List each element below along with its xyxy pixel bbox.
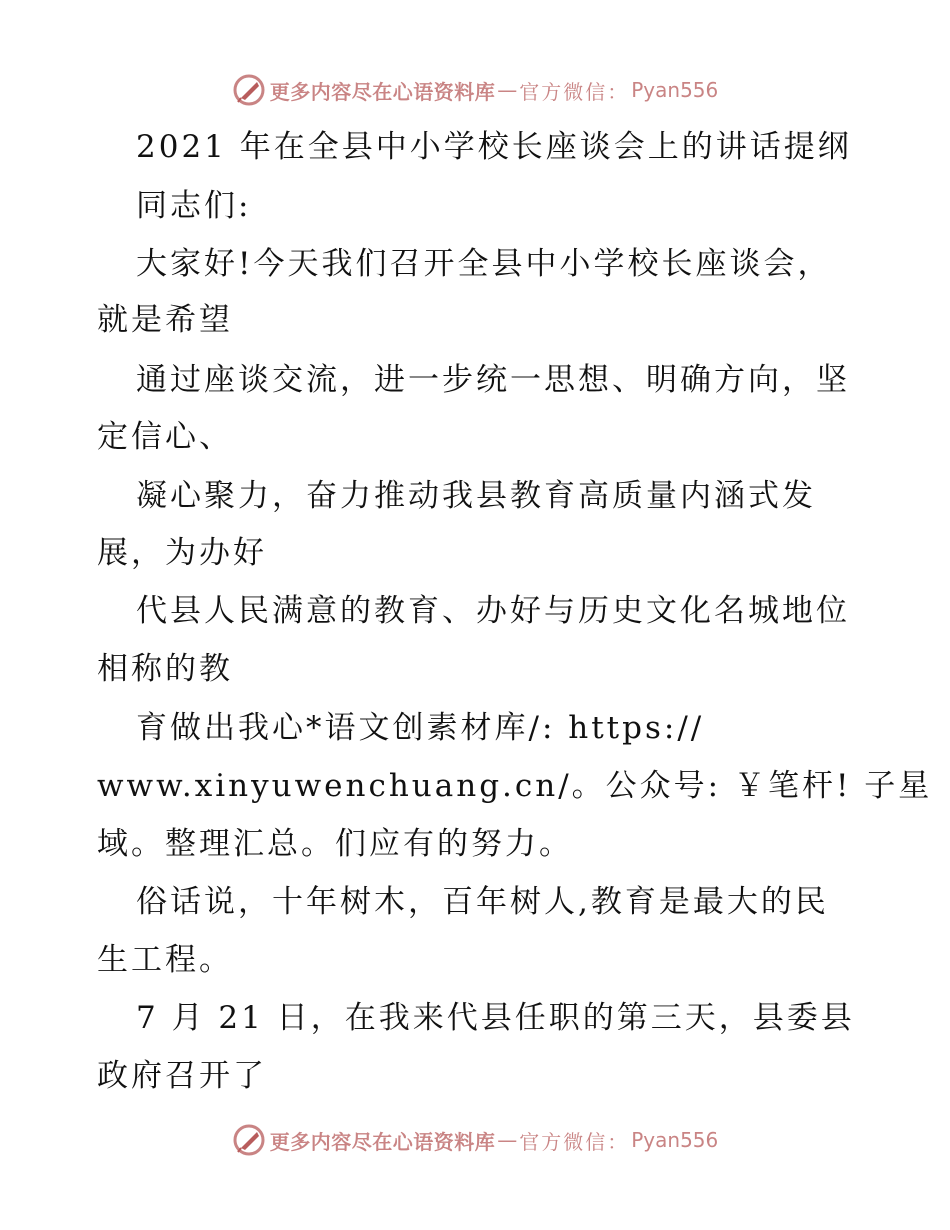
watermark-text: 更多内容尽在心语资料库 — [269, 1129, 496, 1154]
quill-logo-icon — [232, 1123, 266, 1157]
watermark-dash: — — [497, 1128, 518, 1152]
document-title: 2021 年在全县中小学校长座谈会上的讲话提纲 — [136, 129, 852, 165]
text-line: 7 月 21 日，在我来代县任职的第三天，县委县 — [136, 1000, 855, 1036]
watermark-wechat-id: Pyan556 — [631, 1128, 719, 1152]
watermark-text: 更多内容尽在心语资料库 — [269, 79, 496, 104]
salutation: 同志们: — [136, 188, 252, 224]
text-line: www.xinyuwenchuang.cn/。公众号: ￥笔杆! 子星 — [97, 768, 933, 804]
text-line: 俗话说，十年树木，百年树人,教育是最大的民 — [136, 884, 829, 920]
text-line: 通过座谈交流，进一步统一思想、明确方向，坚 — [136, 362, 850, 398]
watermark-wechat-id: Pyan556 — [631, 78, 719, 102]
text-line: 凝心聚力，奋力推动我县教育高质量内涵式发 — [136, 478, 816, 514]
text-line: 政府召开了 — [97, 1058, 267, 1094]
watermark-dash: — — [497, 78, 518, 102]
text-line: 生工程。 — [97, 942, 233, 978]
header-watermark — [0, 72, 950, 108]
text-line: 就是希望 — [97, 302, 233, 338]
footer-watermark — [0, 1122, 950, 1158]
text-line: 定信心、 — [97, 419, 233, 455]
watermark-wechat-label: 官方微信： — [519, 79, 630, 104]
text-line: 育做出我心*语文创素材库/: https:// — [136, 710, 705, 746]
text-line: 展，为办好 — [97, 535, 267, 571]
watermark-wechat-label: 官方微信： — [519, 1129, 630, 1154]
text-line: 域。整理汇总。们应有的努力。 — [97, 826, 573, 862]
quill-logo-icon — [232, 73, 266, 107]
text-line: 代县人民满意的教育、办好与历史文化名城地位 — [136, 593, 850, 629]
text-line: 大家好!今天我们召开全县中小学校长座谈会， — [136, 246, 832, 282]
text-line: 相称的教 — [97, 651, 233, 687]
